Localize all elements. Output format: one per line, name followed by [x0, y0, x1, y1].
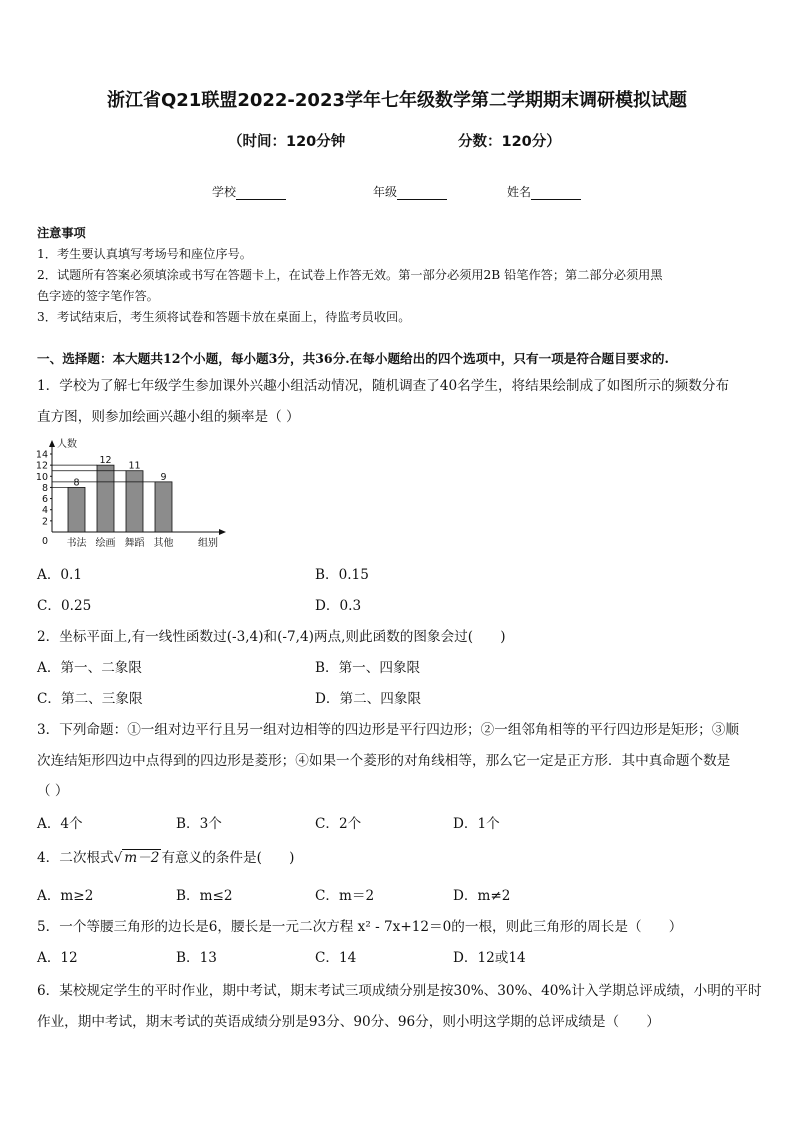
q3-text-line3: （ ）: [37, 783, 69, 799]
school-blank: [236, 187, 286, 200]
q1-histogram: [30, 432, 240, 554]
q3-text-line1: 3．下列命题：①一组对边平行且另一组对边相等的四边形是平行四边形；②一组邻角相等的平行四边形是矩形；③顺: [37, 722, 739, 738]
q3-option-d: D．1个: [453, 816, 500, 832]
q1-option-a: A．0.1: [37, 567, 83, 583]
y-tick-label: 8: [41, 482, 48, 494]
q4-text-pre: 4．二次根式: [37, 850, 114, 866]
q4-option-d: D．m≠2: [453, 888, 511, 904]
grade-label: 年级: [373, 185, 398, 199]
name-label: 姓名: [507, 185, 532, 199]
q3-text-line2: 次连结矩形四边中点得到的四边形是菱形；④如果一个菱形的对角线相等，那么它一定是正方形．其中真命题个数是: [37, 753, 731, 769]
bar-value-label: 8: [73, 477, 80, 489]
bar-书法: [68, 487, 85, 532]
name-blank: [531, 187, 581, 200]
bar-value-label: 12: [99, 455, 112, 467]
q6-text-line1: 6．某校规定学生的平时作业，期中考试，期末考试三项成绩分别是按30%、30%、40%计入学期总评成绩，小明的平时: [37, 983, 762, 999]
q4-radicand: m－2: [124, 850, 160, 866]
q2-text: 2．坐标平面上,有一线性函数过(-3,4)和(-7,4)两点,则此函数的图象会过( ): [37, 629, 506, 645]
grade-field: [373, 183, 447, 200]
q4-text: [37, 846, 294, 866]
x-category-label: 书法: [66, 538, 87, 549]
y-tick-label: 12: [35, 460, 48, 472]
notice-item: 1．考生要认真填写考场号和座位序号。: [37, 247, 252, 261]
q1-option-c: C．0.25: [37, 598, 92, 614]
q3-option-b: B．3个: [176, 816, 222, 832]
x-axis-arrow-icon: [219, 529, 226, 535]
y-axis-title: 人数: [57, 439, 77, 450]
x-axis-title: 组别: [198, 538, 218, 549]
sqrt-icon: √: [113, 850, 123, 866]
q1-text-line2: 直方图，则参加绘画兴趣小组的频率是（ ）: [37, 409, 300, 425]
bar-value-label: 11: [128, 460, 141, 472]
y-tick-label: 0: [41, 536, 48, 547]
grade-blank: [397, 187, 447, 200]
q5-option-a: A．12: [37, 950, 78, 966]
notice-item: 色字迹的签字笔作答。: [37, 289, 159, 303]
q4-text-post: 有意义的条件是( ): [161, 850, 295, 866]
school-label: 学校: [212, 185, 237, 199]
q5-option-b: B．13: [176, 950, 217, 966]
q4-option-c: C．m＝2: [315, 888, 375, 904]
bar-舞蹈: [126, 471, 143, 532]
q2-option-d: D．第二、四象限: [315, 691, 422, 707]
q1-option-b: B．0.15: [315, 567, 369, 583]
section-heading: 一、选择题：本大题共12个小题，每小题3分，共36分.在每小题给出的四个选项中，只有一项是符合题目要求的.: [37, 351, 669, 366]
q5-text: 5．一个等腰三角形的边长是6，腰长是一元二次方程 x² - 7x+12＝0的一根，则此三角形的周长是（ ）: [37, 919, 683, 935]
q5-option-d: D．12或14: [453, 950, 526, 966]
q3-option-c: C．2个: [315, 816, 362, 832]
exam-time: （时间：120分钟: [228, 134, 346, 150]
x-category-label: 其他: [153, 538, 174, 549]
q1-text-line1: 1．学校为了解七年级学生参加课外兴趣小组活动情况，随机调查了40名学生，将结果绘制成了如图所示的频数分布: [37, 378, 730, 394]
y-axis-arrow-icon: [49, 440, 55, 447]
exam-score: 分数：120分）: [458, 134, 561, 150]
y-tick-label: 6: [41, 494, 48, 506]
name-field: [507, 183, 581, 200]
q1-option-d: D．0.3: [315, 598, 362, 614]
school-field: [212, 183, 286, 200]
q4-radical: [114, 846, 162, 866]
q2-option-b: B．第一、四象限: [315, 660, 421, 676]
y-tick-label: 2: [41, 516, 48, 528]
notice-item: 2．试题所有答案必须填涂或书写在答题卡上，在试卷上作答无效。第一部分必须用2B 铅笔作答；第二部分必须用黑: [37, 268, 663, 282]
q3-option-a: A．4个: [37, 816, 83, 832]
y-tick-label: 4: [41, 505, 48, 517]
q4-option-b: B．m≤2: [176, 888, 233, 904]
x-category-label: 舞蹈: [124, 538, 145, 549]
bar-绘画: [97, 465, 114, 532]
notice-item: 3．考试结束后，考生须将试卷和答题卡放在桌面上，待监考员收回。: [37, 310, 411, 324]
y-tick-label: 14: [35, 449, 48, 461]
q2-option-a: A．第一、二象限: [37, 660, 142, 676]
bar-其他: [155, 482, 172, 532]
q4-option-a: A．m≥2: [37, 888, 94, 904]
exam-title: 浙江省Q21联盟2022-2023学年七年级数学第二学期期末调研模拟试题: [106, 90, 687, 111]
q2-option-c: C．第二、三象限: [37, 691, 143, 707]
y-tick-label: 10: [35, 471, 48, 483]
bar-value-label: 9: [160, 471, 167, 483]
q6-text-line2: 作业，期中考试，期末考试的英语成绩分别是93分、90分、96分，则小明这学期的总评成绩是（ ）: [37, 1014, 660, 1030]
x-category-label: 绘画: [95, 538, 116, 549]
notice-heading: 注意事项: [37, 226, 86, 240]
q5-option-c: C．14: [315, 950, 357, 966]
